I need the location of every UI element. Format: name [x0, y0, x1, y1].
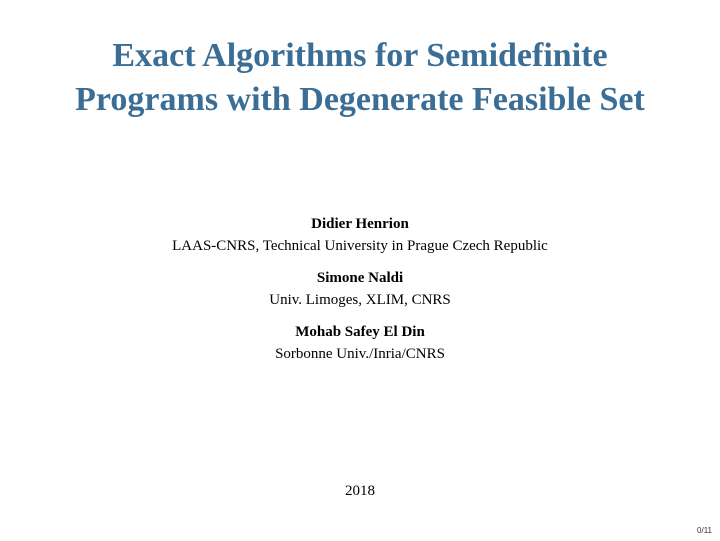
author-block	[0, 267, 720, 312]
slide-title	[0, 34, 720, 122]
author-affiliation: Univ. Limoges, XLIM, CNRS	[269, 292, 451, 308]
author-list	[0, 213, 720, 375]
author-block	[0, 321, 720, 366]
author-affiliation: LAAS-CNRS, Technical University in Prague Czech Republic	[172, 238, 548, 254]
presentation-year: 2018	[345, 483, 375, 499]
author-name: Mohab Safey El Din	[295, 324, 425, 340]
author-name: Simone Naldi	[316, 270, 404, 286]
slide-title-line-1: Exact Algorithms for Semidefinite	[112, 37, 608, 74]
author-name: Didier Henrion	[311, 216, 409, 232]
author-block	[0, 213, 720, 258]
page-number: 0/11	[697, 526, 712, 535]
slide-title-line-2: Programs with Degenerate Feasible Set	[75, 81, 645, 118]
author-affiliation: Sorbonne Univ./Inria/CNRS	[275, 346, 445, 362]
